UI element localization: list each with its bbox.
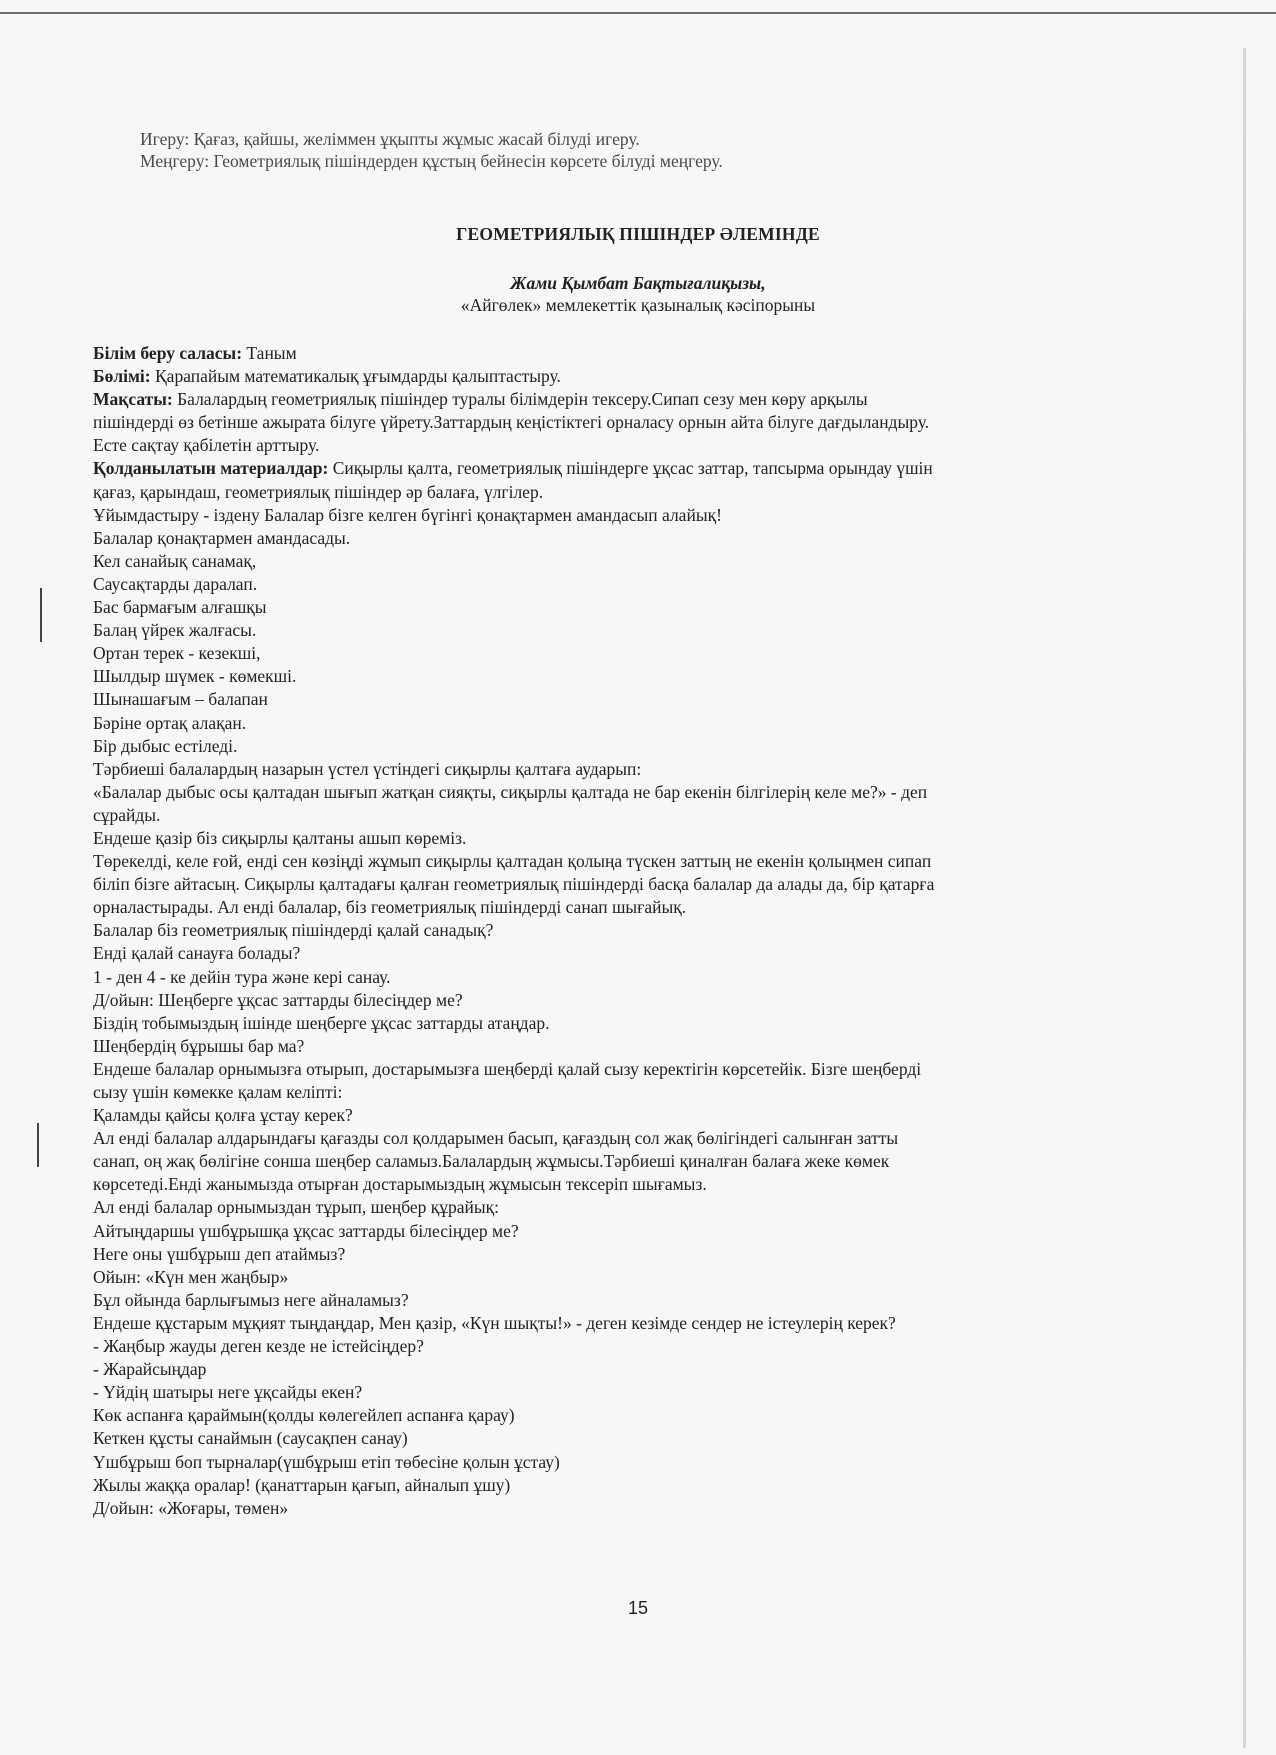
body-line (93, 896, 1213, 919)
line-text: Ендеше қазір біз сиқырлы қалтаны ашып көреміз. (93, 827, 467, 848)
line-text: сұрайды. (93, 804, 161, 825)
body-line (93, 550, 1213, 573)
intro-line: Меңгеру: Геометриялық пішіндерден құстың бейнесін көрсете білуді меңгеру. (140, 151, 723, 171)
line-text: Ендеше балалар орнымызға отырып, достарымызға шеңберді қалай сызу керектігін көрсетейік. Бізге шеңберді (93, 1058, 922, 1079)
body-line (93, 850, 1213, 873)
body-line (93, 1081, 1213, 1104)
body-line (93, 1404, 1213, 1427)
author-organization: «Айгөлек» мемлекеттік қазыналық кәсіпорыны (460, 295, 816, 315)
body-line (93, 1335, 1213, 1358)
field-label: Мақсаты: (93, 389, 173, 410)
line-text: - Үйдің шатыры неге ұқсайды екен? (93, 1382, 363, 1403)
body-line (93, 1196, 1213, 1219)
scan-margin-mark (40, 588, 42, 642)
page-number: 15 (627, 1598, 649, 1618)
line-text: «Балалар дыбыс осы қалтадан шығып жатқан сияқты, сиқырлы қалтада не бар екенін білгілерің келе ме?» - деп (93, 781, 928, 802)
author-name: Жами Қымбат Бақтығалиқызы, (510, 273, 766, 293)
line-text: Бас бармағым алғашқы (93, 597, 267, 618)
line-text: Ортан терек - кезекші, (93, 643, 261, 664)
line-text: Кел санайық санамақ, (93, 550, 257, 571)
line-text: Саусақтарды даралап. (93, 573, 258, 594)
body-line (93, 1173, 1213, 1196)
line-text: Төрекелді, келе ғой, енді сен көзіңді жұмып сиқырлы қалтадан қолыңа түскен заттың не екенін қолыңмен сипап (93, 851, 932, 872)
document-title: ГЕОМЕТРИЯЛЫҚ ПІШІНДЕР ӘЛЕМІНДЕ (456, 224, 820, 244)
line-text: Енді қалай санауға болады? (93, 943, 301, 964)
author-block (0, 272, 1276, 316)
body-line (93, 1497, 1213, 1520)
body-line (93, 457, 1213, 480)
body-line (93, 942, 1213, 965)
line-text: - Жарайсыңдар (93, 1359, 207, 1380)
body-line (93, 1312, 1213, 1335)
body-line (93, 342, 1213, 365)
line-text: Ал енді балалар орнымыздан тұрып, шеңбер құрайық: (93, 1197, 500, 1218)
body-line (93, 712, 1213, 735)
body-line (93, 1127, 1213, 1150)
page-top-rule (0, 12, 1276, 14)
line-text: орналастырады. Ал енді балалар, біз геометриялық пішіндерді санап шығайық. (93, 897, 687, 918)
line-text: Ойын: «Күн мен жаңбыр» (93, 1266, 289, 1287)
body-line (93, 781, 1213, 804)
body-line (93, 481, 1213, 504)
line-text: Бұл ойында барлығымыз неге айналамыз? (93, 1289, 409, 1310)
line-text: Ендеше құстарым мұқият тыңдаңдар, Мен қазір, «Күн шықты!» - деген кезімде сендер не істеулерің керек? (93, 1312, 896, 1333)
body-line (93, 665, 1213, 688)
body-line (93, 804, 1213, 827)
line-text: Ал енді балалар алдарындағы қағазды сол қолдарымен басып, қағаздың сол жақ бөлігіндегі салынған затты (93, 1128, 899, 1149)
intro-line: Игеру: Қағаз, қайшы, желіммен ұқыпты жұмыс жасай білуді игеру. (140, 129, 640, 149)
line-text: Көк аспанға қараймын(қолды көлегейлеп аспанға қарау) (93, 1405, 515, 1426)
scan-margin-mark (37, 1123, 39, 1167)
body-line (93, 1266, 1213, 1289)
line-text: Жылы жаққа оралар! (қанаттарын қағып, айналып ұшу) (93, 1474, 511, 1495)
line-text: Шылдыр шүмек - көмекші. (93, 666, 297, 687)
body-line (93, 1474, 1213, 1497)
body-line (93, 388, 1213, 411)
line-text: Д/ойын: Шеңберге ұқсас заттарды білесіңдер ме? (93, 989, 463, 1010)
field-label: Қолданылатын материалдар: (93, 458, 329, 479)
line-text: Шеңбердің бұрышы бар ма? (93, 1035, 305, 1056)
line-text: Д/ойын: «Жоғары, төмен» (93, 1497, 289, 1518)
body-line (93, 1220, 1213, 1243)
body-line (93, 1289, 1213, 1312)
line-text: Бір дыбыс естіледі. (93, 735, 238, 756)
body-line (93, 919, 1213, 942)
line-text: Кеткен құсты санаймын (саусақпен санау) (93, 1428, 408, 1449)
line-text: Балалар қонақтармен амандасады. (93, 527, 351, 548)
line-text: Тәрбиеші балалардың назарын үстел үстіндегі сиқырлы қалтаға аударып: (93, 758, 642, 779)
body-line (93, 573, 1213, 596)
body-line (93, 642, 1213, 665)
body-line (93, 1358, 1213, 1381)
line-text: Ұйымдастыру - іздену Балалар бізге келген бүгінгі қонақтармен амандасып алайық! (93, 504, 722, 525)
line-text: Шынашағым – балапан (93, 689, 268, 710)
line-text: көрсетеді.Енді жанымызда отырған достарымыздың жұмысын тексеріп шығамыз. (93, 1174, 707, 1195)
line-text: біліп бізге айтасың. Сиқырлы қалтадағы қалған геометриялық пішіндерді басқа балалар да алады да, бір қатарға (93, 874, 935, 895)
body-line (93, 365, 1213, 388)
line-text: Біздің тобымыздың ішінде шеңберге ұқсас заттарды атаңдар. (93, 1012, 550, 1033)
line-text: Айтыңдаршы үшбұрышқа ұқсас заттарды білесіңдер ме? (93, 1220, 519, 1241)
body-line (93, 411, 1213, 434)
intro-block (140, 128, 1200, 172)
line-text: Есте сақтау қабілетін арттыру. (93, 435, 320, 456)
line-text: - Жаңбыр жауды деген кезде не істейсіңдер? (93, 1336, 424, 1357)
body-line (93, 1035, 1213, 1058)
field-label: Бөлімі: (93, 366, 151, 387)
body-line (93, 596, 1213, 619)
body-line (93, 1451, 1213, 1474)
body-line (93, 619, 1213, 642)
body-line (93, 1058, 1213, 1081)
line-text: Таным (242, 343, 297, 363)
body-line (93, 758, 1213, 781)
line-text: Балалар біз геометриялық пішіндерді қалай санадық? (93, 920, 494, 941)
line-text: сызу үшін көмекке қалам келіпті: (93, 1082, 343, 1102)
body-line (93, 873, 1213, 896)
body-line (93, 1243, 1213, 1266)
document-body (93, 342, 1213, 1520)
body-line (93, 1381, 1213, 1404)
field-label: Білім беру саласы: (93, 343, 243, 363)
line-text: Сиқырлы қалта, геометриялық пішіндерге ұқсас заттар, тапсырма орындау үшін (328, 458, 933, 479)
line-text: Неге оны үшбұрыш деп атаймыз? (93, 1243, 346, 1264)
line-text: Балалардың геометриялық пішіндер туралы білімдерін тексеру.Сипап сезу мен көру арқылы (172, 389, 868, 410)
line-text: Қаламды қайсы қолға ұстау керек? (93, 1105, 353, 1126)
body-line (93, 1150, 1213, 1173)
body-line (93, 434, 1213, 457)
line-text: санап, оң жақ бөлігіне сонша шеңбер саламыз.Балалардың жұмысы.Тәрбиеші қиналған балаға жеке көмек (93, 1151, 890, 1172)
line-text: Балаң үйрек жалғасы. (93, 620, 257, 641)
body-line (93, 989, 1213, 1012)
body-line (93, 504, 1213, 527)
body-line (93, 688, 1213, 711)
line-text: қағаз, қарындаш, геометриялық пішіндер әр балаға, үлгілер. (93, 481, 544, 502)
line-text: 1 - ден 4 - ке дейін тура және кері санау. (93, 966, 391, 987)
body-line (93, 966, 1213, 989)
body-line (93, 1104, 1213, 1127)
body-line (93, 527, 1213, 550)
line-text: Үшбұрыш боп тырналар(үшбұрыш етіп төбесіне қолын ұстау) (93, 1451, 560, 1472)
line-text: пішіндерді өз бетінше ажырата білуге үйрету.Заттардың кеңістіктегі орналасу орнын айта білуге дағдыландыру. (93, 412, 930, 433)
body-line (93, 827, 1213, 850)
line-text: Қарапайым математикалық ұғымдарды қалыптастыру. (150, 366, 561, 387)
body-line (93, 1012, 1213, 1035)
body-line (93, 735, 1213, 758)
body-line (93, 1427, 1213, 1450)
line-text: Бәріне ортақ алақан. (93, 712, 247, 733)
